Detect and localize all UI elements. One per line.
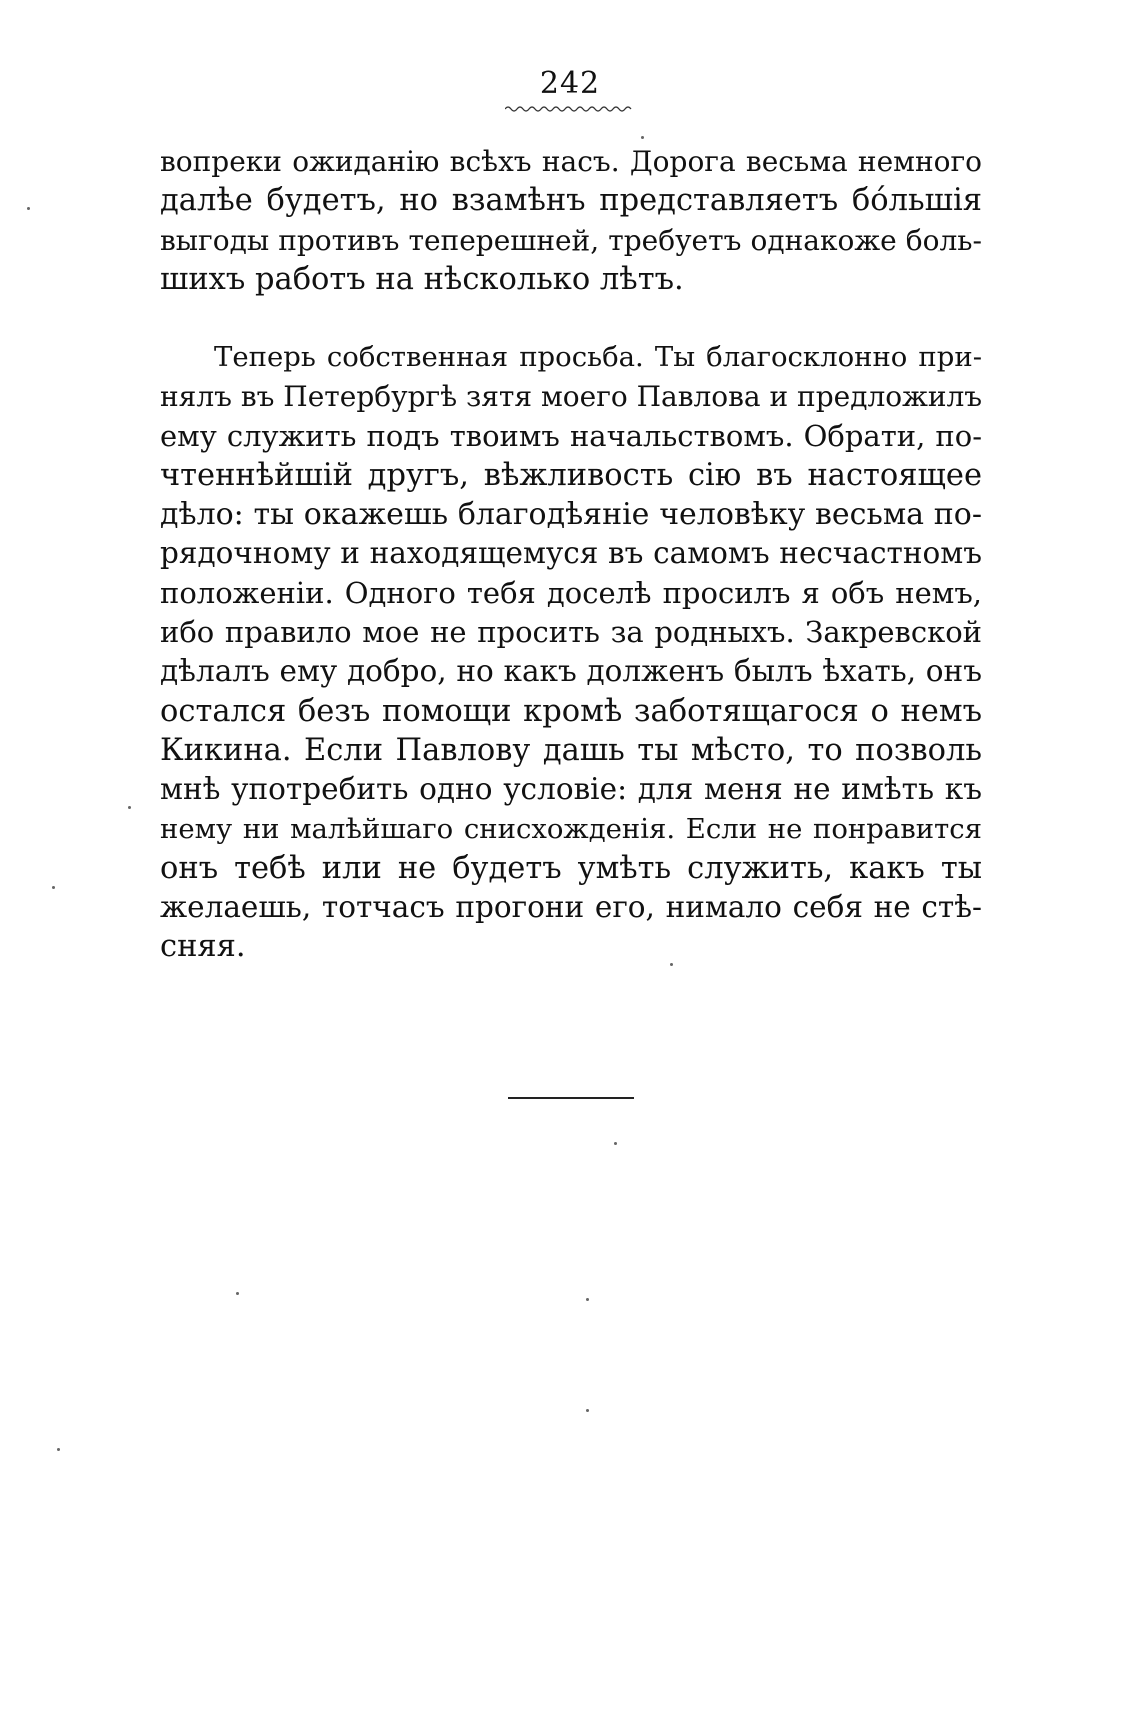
text-line: Теперь собственная просьба. Ты благосклонно при- [214,341,982,373]
scan-speck [614,1142,617,1145]
text-line: шихъ работъ на нѣсколько лѣтъ. [160,261,684,297]
text-line: чтеннѣйшій другъ, вѣжливость сію въ настоящее [160,457,982,493]
text-line: ему служить подъ твоимъ начальствомъ. Обрати, по- [160,418,982,453]
text-line: мнѣ употребить одно условіе: для меня не имѣть къ [160,772,982,807]
text-line: остался безъ помощи кромѣ заботящагося о немъ [160,693,982,729]
scan-speck [236,1292,239,1295]
text-line: сняя. [160,929,246,965]
text-line: дѣлалъ ему добро, но какъ долженъ былъ ѣхать, онъ [160,654,982,689]
scan-speck [128,806,131,809]
text-line: онъ тебѣ или не будетъ умѣть служить, какъ ты [160,850,982,886]
scan-speck [57,1448,60,1451]
wavy-ornament [505,104,635,114]
paragraph-1 [160,142,982,299]
text-line: вопреки ожиданію всѣхъ насъ. Дорога весьма немного [160,145,982,178]
text-line: далѣе будетъ, но взамѣнъ представляетъ бо́льшія [160,183,982,219]
text-line: рядочному и находящемуся въ самомъ несчастномъ [160,536,982,571]
scan-speck [586,1409,589,1412]
text-line: Кикина. Если Павлову дашь ты мѣсто, то позволь [160,732,982,768]
text-line: желаешь, тотчасъ прогони его, нимало себя не стѣ- [160,890,982,925]
text-line: нялъ въ Петербургѣ зятя моего Павлова и предложилъ [160,380,983,414]
scan-speck [586,1298,589,1301]
text-line: дѣло: ты окажешь благодѣяніе человѣку весьма по- [160,497,982,533]
scan-speck [52,886,55,889]
text-line: ибо правило мое не просить за родныхъ. Закревской [160,615,982,650]
page-number: 242 [539,66,601,101]
paragraph-2 [160,338,982,967]
text-line: нему ни малѣйшаго снисхожденія. Если не понравится [160,812,982,845]
scan-speck [670,963,673,966]
end-rule [508,1097,634,1099]
text-line: положеніи. Одного тебя доселѣ просилъ я объ немъ, [160,575,982,610]
text-line: выгоды противъ теперешней, требуетъ однакоже боль- [160,223,982,257]
scan-speck [641,136,644,139]
scan-speck [27,207,30,210]
